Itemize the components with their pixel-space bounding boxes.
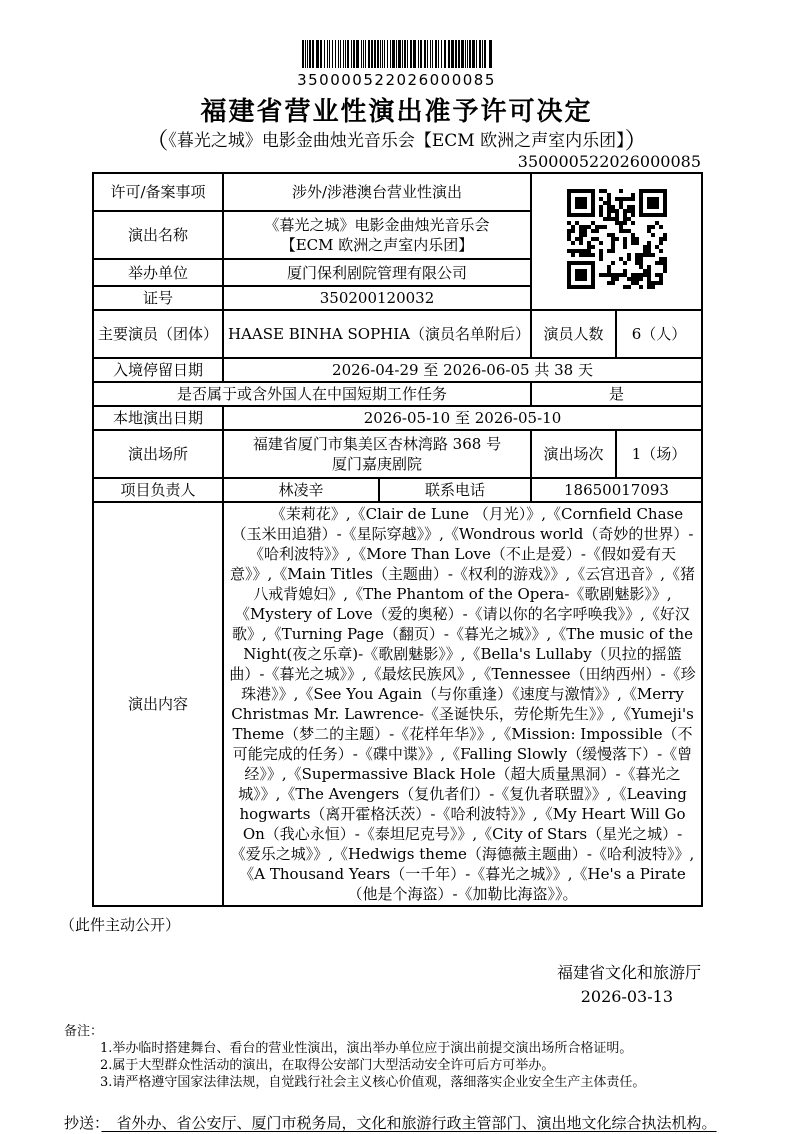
barcode-number: 350000522026000085: [297, 71, 496, 89]
cc-label: 抄送：: [64, 1114, 102, 1132]
permit-table: [92, 172, 703, 907]
remarks-block: [64, 1023, 793, 1091]
show-name-value: [223, 211, 531, 259]
subtitle-close-paren: ）: [624, 128, 648, 154]
content-value: 《茉莉花》,《Clair de Lune （月光）》,《Cornfield Chase（玉米田追猎）-《星际穿越》》,《Wondrous world（奇妙的世界）-《哈利波特》》,《More Than Love（不止是爱）-《假如爱有天意》》,《Main Titles（主题曲）-《权利的游戏》》,《云宫迅音》,《猪八戒背媳妇》,《The Phantom of the Opera-《歌剧魅影》》,《Mystery of Love（爱的奥秘）-《请以你的名字呼唤我》》,《好汉歌》,《Turning Page（翻页）-《暮光之城》》,《The music of the Night(夜之乐章)-《歌剧魅影》》,《Bella's Lullaby（贝拉的摇篮曲）-《暮光之城》》,《最炫民族风》,《Tennessee（田纳西州）-《珍珠港》》,《See You Again（与你重逢）《速度与激情》》,《Merry Christmas Mr. Lawrence-《圣诞快乐，劳伦斯先生》》,《Yumeji's Theme（梦二的主题）-《花样年华》》,《Mission: Impossible（不可能完成的任务）-《碟中谍》》,《Falling Slowly（缓慢落下）-《曾经》》,《Supermassive Black Hole（超大质量黑洞）-《暮光之城》》,《The Avengers（复仇者们）-《复仇者联盟》》,《Leaving hogwarts（离开霍格沃茨）-《哈利波特》》,《My Heart Will Go On（我心永恒）-《泰坦尼克号》》,《City of Stars（星光之城）-《爱乐之城》》,《Hedwigs theme（海德薇主题曲）-《哈利波特》》,《A Thousand Years（一千年）-《暮光之城》》,《He's a Pirate（他是个海盗）-《加勒比海盗》》。: [223, 502, 702, 906]
cc-value: 省外办、省公安厅、厦门市税务局，文化和旅游行政主管部门、演出地文化综合执法机构。: [101, 1114, 717, 1132]
venue-line2: 厦门嘉庚剧院: [331, 455, 422, 473]
venue-value: [223, 430, 531, 478]
table-row-entry-stay: [93, 358, 702, 382]
performer-count-label: 演员人数: [531, 310, 616, 358]
organizer-value: 厦门保利剧院管理有限公司: [223, 259, 531, 286]
remarks-label: 备注：: [64, 1024, 104, 1039]
sessions-value: 1（场）: [616, 430, 702, 478]
short-term-work-label: 是否属于或含外国人在中国短期工作任务: [93, 382, 531, 406]
main-performers-label: 主要演员（团体）: [93, 310, 223, 358]
phone-value: 18650017093: [531, 478, 702, 502]
issuing-agency: 福建省文化和旅游厅: [556, 963, 701, 982]
public-disclosure-note: （此件主动公开）: [60, 916, 181, 934]
table-row-local-dates: [93, 406, 702, 430]
show-name-line2: 【ECM 欧洲之声室内乐团】: [280, 236, 474, 254]
main-performers-value: HAASE BINHA SOPHIA（演员名单附后）: [223, 310, 531, 358]
manager-value: 林凌辛: [223, 478, 379, 502]
table-row-venue: [93, 430, 702, 478]
page-subtitle: [0, 129, 793, 153]
permit-item-label: 许可/备案事项: [93, 173, 223, 211]
page-title: 福建省营业性演出准予许可决定: [200, 97, 593, 127]
subtitle-open-paren: （: [145, 128, 169, 154]
cert-no-label: 证号: [93, 286, 223, 310]
table-row-short-term-work: [93, 382, 702, 406]
performer-count-value: 6（人）: [616, 310, 702, 358]
issue-date: 2026-03-13: [580, 987, 673, 1006]
venue-line1: 福建省厦门市集美区杏林湾路 368 号: [252, 435, 502, 453]
document-number: 350000522026000085: [517, 152, 701, 171]
entry-stay-label: 入境停留日期: [93, 358, 223, 382]
manager-label: 项目负责人: [93, 478, 223, 502]
qr-code-icon: [567, 189, 667, 289]
phone-label: 联系电话: [379, 478, 531, 502]
entry-stay-value: 2026-04-29 至 2026-06-05 共 38 天: [223, 358, 702, 382]
table-row-manager: [93, 478, 702, 502]
remark-item-3: 3.请严格遵守国家法律法规，自觉践行社会主义核心价值观，落细落实企业安全生产主体责任。: [100, 1075, 646, 1090]
show-name-label: 演出名称: [93, 211, 223, 259]
issuer-block: [92, 961, 701, 1009]
sessions-label: 演出场次: [531, 430, 616, 478]
content-label: 演出内容: [93, 502, 223, 906]
table-row-main-performers: [93, 310, 702, 358]
remark-item-2: 2.属于大型群众性活动的演出，在取得公安部门大型活动安全许可后方可举办。: [100, 1058, 555, 1073]
qr-code-cell: [531, 173, 702, 310]
venue-label: 演出场所: [93, 430, 223, 478]
cert-no-value: 350200120032: [223, 286, 531, 310]
permit-item-value: 涉外/涉港澳台营业性演出: [223, 173, 531, 211]
barcode-block: [0, 0, 793, 88]
show-name-line1: 《暮光之城》电影金曲烛光音乐会: [264, 216, 490, 234]
table-row-content: [93, 502, 702, 906]
local-dates-value: 2026-05-10 至 2026-05-10: [223, 406, 702, 430]
subtitle-text: 《暮光之城》电影金曲烛光音乐会【ECM 欧洲之声室内乐团】: [168, 131, 625, 151]
table-row-permit-item: [93, 173, 702, 211]
organizer-label: 举办单位: [93, 259, 223, 286]
short-term-work-value: 是: [531, 382, 702, 406]
cc-block: [64, 1113, 740, 1134]
remark-item-1: 1.举办临时搭建舞台、看台的营业性演出，演出举办单位应于演出前提交演出场所合格证明。: [100, 1041, 633, 1056]
barcode-icon: [302, 40, 492, 68]
local-dates-label: 本地演出日期: [93, 406, 223, 430]
